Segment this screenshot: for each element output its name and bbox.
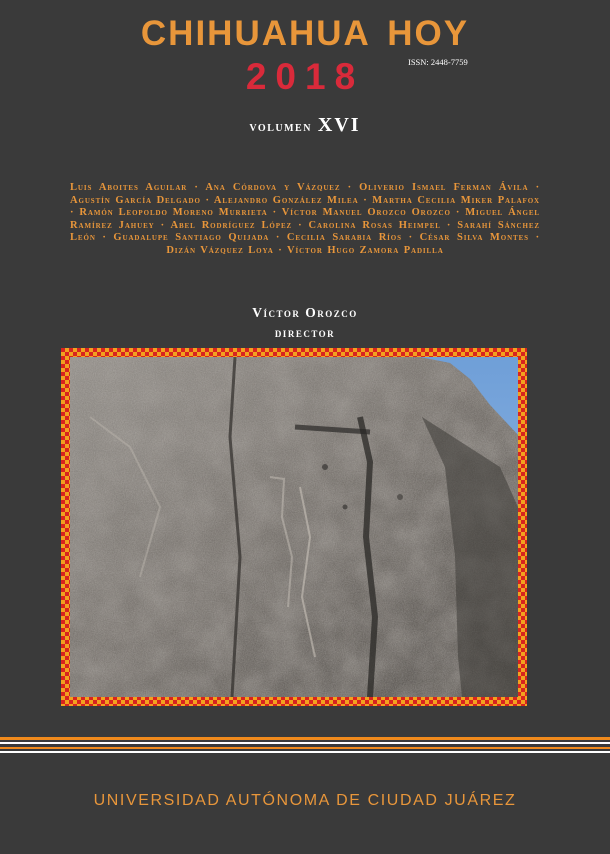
divider-stripe (0, 751, 610, 753)
divider-stripe (0, 742, 610, 744)
director-role: director (274, 325, 336, 340)
volume-heading (0, 114, 610, 137)
divider-stripe (0, 747, 610, 749)
issn-label: ISSN: 2448-7759 (408, 57, 468, 67)
publisher-name: UNIVERSIDAD AUTÓNOMA DE CIUDAD JUÁREZ (93, 792, 517, 809)
volume-number: XVI (317, 114, 361, 136)
cover-photo-rock-petroglyph (70, 357, 518, 697)
journal-title: CHIHUAHUA HOY (140, 14, 470, 53)
director-name: Víctor Orozco (252, 305, 358, 320)
director-block (0, 303, 610, 343)
year-label: 2018 (245, 56, 365, 97)
volume-label: volumen (249, 120, 312, 135)
divider-stripe (0, 737, 610, 740)
author-list: Luis Aboites Aguilar · Ana Córdova y Vázquez · Oliverio Ismael Ferman Ávila · Agustín García Delgado · Alejandro González Milea · Martha Cecilia Miker Palafox · Ramón Leopoldo Moreno Murrieta · Víctor Manuel Orozco Orozco · Miguel Ángel Ramírez Jahuey · Abel Rodríguez López · Carolina Rosas Heimpel · Sarahí Sánchez León · Guadalupe Santiago Quijada · Cecilia Sarabia Ríos · César Silva Montes · Dizán Vázquez Loya · Víctor Hugo Zamora Padilla (70, 182, 540, 256)
